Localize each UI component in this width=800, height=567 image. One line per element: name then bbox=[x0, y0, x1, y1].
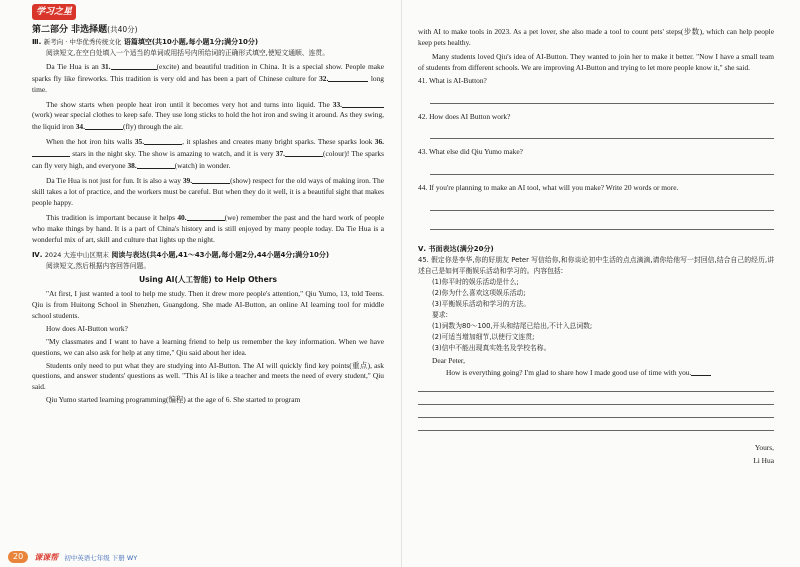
passage-paragraph-3 bbox=[32, 136, 384, 172]
passage-paragraph-4 bbox=[32, 175, 384, 209]
blank-number-32: 32. bbox=[319, 73, 329, 83]
blank-36[interactable] bbox=[32, 148, 70, 157]
section4-instructions: 阅读短文,然后根据内容回答问题。 bbox=[46, 262, 151, 271]
section3-roman: Ⅲ. bbox=[32, 38, 42, 46]
writing-line-1[interactable] bbox=[418, 379, 774, 392]
question-41: 41. What is AI-Button? bbox=[418, 75, 487, 85]
prompt-item-1: (1)你平时的娱乐活动是什么; bbox=[432, 278, 519, 287]
blank-number-31: 31. bbox=[101, 61, 111, 71]
part-score: (共40分) bbox=[107, 25, 138, 34]
blank-37[interactable] bbox=[285, 148, 323, 157]
writing-line-3[interactable] bbox=[418, 405, 774, 418]
letter-greeting: Dear Peter, bbox=[432, 356, 465, 366]
answer-line-41[interactable] bbox=[430, 91, 774, 104]
answer-line-44a[interactable] bbox=[430, 198, 774, 211]
text: Da Tie Hua is an bbox=[46, 61, 102, 71]
answer-line-43[interactable] bbox=[430, 162, 774, 175]
section5-title: 书面表达(满分20分) bbox=[428, 245, 494, 254]
footer-brand: 课课帮 bbox=[34, 552, 59, 562]
text: (colour)! The sparks can fly very high, and everyone bbox=[32, 149, 384, 171]
question-43: 43. What else did Qiu Yumo make? bbox=[418, 147, 523, 157]
article-paragraph-4: Students only need to put what they are studying into AI-Button. The AI will quickly find key points(重点), ask questions, and answer students' questions as well. "This AI is like a teacher and meets the need of every student," Qiu said. bbox=[32, 360, 384, 392]
article-paragraph-1: "At first, I just wanted a tool to help me study. Then it drew more people's attention," Qiu Yumo, 13, told Teens. Qiu is from Huitong School in Shenzhen, Guangdong. She made AI-Button, an online AI learning tool for middle school students. bbox=[32, 289, 384, 320]
requirement-1: (1)词数为80～100,开头和结尾已给出,不计入总词数; bbox=[432, 322, 593, 331]
article-title: Using AI(人工智能) to Help Others bbox=[138, 275, 278, 285]
page-number: 20 bbox=[8, 551, 28, 563]
article-paragraph-2: How does AI-Button work? bbox=[46, 323, 128, 333]
brand-logo: 学习之星 bbox=[32, 4, 76, 20]
answer-line-42[interactable] bbox=[430, 126, 774, 139]
part-title: 第二部分 非选择题 bbox=[32, 25, 108, 35]
article-paragraph-6: Many students loved Qiu's idea of AI-Button. They wanted to join her to make it better. "Now I have a small team of students from different schools. We are improving AI-Button and trying to let more people know it," she said. bbox=[418, 51, 774, 72]
blank-34[interactable] bbox=[85, 121, 123, 130]
text: long time. bbox=[32, 73, 384, 94]
text: (fly) through the air. bbox=[122, 122, 183, 132]
letter-signature: Li Hua bbox=[753, 455, 774, 465]
section4-title: 阅读与表达(共4小题,41～43小题,每小题2分,44小题4分;满分10分) bbox=[111, 251, 330, 260]
prompt-item-3: (3)平衡娱乐活动和学习的方法。 bbox=[432, 300, 530, 309]
passage-paragraph-5 bbox=[32, 212, 384, 246]
section5-heading bbox=[418, 244, 774, 255]
section4-roman: Ⅳ. bbox=[32, 251, 43, 260]
blank-32[interactable] bbox=[328, 73, 368, 82]
text: (excite) and beautiful tradition in China. It is a special show. People make sparks fly like fireworks. This tradition is very old and has been a part of Chinese culture for bbox=[32, 61, 384, 83]
letter-opening-blank[interactable] bbox=[691, 367, 711, 376]
blank-33[interactable] bbox=[342, 99, 384, 108]
section3-heading bbox=[32, 37, 384, 48]
footer-book-title: 初中英语七年级 下册 WY bbox=[64, 553, 138, 562]
writing-line-4[interactable] bbox=[418, 418, 774, 431]
section3-title: 语篇填空(共10小题,每小题1分;满分10分) bbox=[123, 38, 259, 46]
question-44: 44. If you're planning to make an AI tool, what will you make? Write 20 words or more. bbox=[418, 183, 679, 193]
text: The show starts when people heat iron until it becomes very hot and turns into liquid. The bbox=[46, 99, 333, 109]
blank-35[interactable] bbox=[144, 136, 182, 145]
letter-opening bbox=[418, 367, 774, 379]
requirements-label: 要求: bbox=[432, 311, 448, 320]
blank-number-34: 34. bbox=[75, 122, 85, 132]
text: stars in the night sky. The show is amazing to watch, and it is very bbox=[70, 149, 276, 159]
blank-39[interactable] bbox=[192, 175, 230, 184]
text: This tradition is important because it helps bbox=[46, 212, 178, 222]
section4-heading bbox=[32, 250, 384, 261]
question-42: 42. How does AI Button work? bbox=[418, 111, 511, 121]
section5-roman: Ⅴ. bbox=[418, 245, 427, 254]
blank-number-38: 38. bbox=[127, 161, 137, 171]
letter-opening-text: How is everything going? I'm glad to share how I made good use of time with you. bbox=[446, 368, 692, 378]
letter-closing: Yours, bbox=[754, 442, 774, 452]
requirement-2: (2)可适当增加细节,以使行文连贯; bbox=[432, 333, 535, 342]
text: (work) wear special clothes to keep safe. They use long sticks to hold the hot iron and swing it around. As they swing, the liquid iron bbox=[32, 110, 384, 132]
text: When the hot iron hits walls bbox=[46, 137, 135, 147]
blank-number-37: 37. bbox=[275, 149, 286, 159]
page-footer bbox=[8, 551, 137, 563]
writing-prompt: 45. 假定你是李华,你的好朋友 Peter 写信给你,和你谈论初中生活的点点滴滴,请你给他写一封回信,结合自己的经历,讲述自己是如何平衡娱乐活动和学习的。内容包括: bbox=[418, 256, 774, 276]
page-divider bbox=[401, 0, 402, 567]
text: , it splashes and creates many bright sparks. These sparks look bbox=[182, 137, 375, 147]
requirement-3: (3)信中不能出现真实姓名及学校名称。 bbox=[432, 344, 551, 353]
passage-paragraph-2 bbox=[32, 99, 384, 134]
text: (watch) in wonder. bbox=[174, 161, 231, 171]
prompt-item-2: (2)你为什么喜欢这项娱乐活动; bbox=[432, 289, 526, 298]
text: (we) remember the past and the hard work of people who make things by hand. It is a part of China's history and is still enjoyed by many people today. Da Tie Hua is a wonderful mix of art, skill and culture that lights up the night. bbox=[32, 212, 385, 244]
blank-number-36: 36. bbox=[374, 137, 385, 147]
blank-40[interactable] bbox=[187, 212, 225, 221]
text: (show) respect for the old ways of making iron. The skill takes a lot of practice, and the workers must be careful. But when they do it well, it is a beautiful sight that makes people happy. bbox=[32, 175, 385, 207]
section4-tag: 2024 大连中山区期末 bbox=[44, 251, 109, 260]
passage-paragraph-1 bbox=[32, 61, 384, 96]
blank-number-33: 33. bbox=[332, 99, 342, 109]
article-paragraph-3: "My classmates and I want to have a learning friend to help us remember the key information. When we have questions, we can also ask for help at any time," Qiu said about her idea. bbox=[32, 336, 384, 357]
right-page bbox=[418, 27, 774, 567]
text: Da Tie Hua is not just for fun. It is also a way bbox=[46, 175, 183, 185]
left-page bbox=[32, 37, 384, 567]
blank-31[interactable] bbox=[111, 61, 157, 70]
answer-line-44b[interactable] bbox=[430, 217, 774, 230]
section3-tag: 新考向 · 中华优秀传统文化 bbox=[43, 38, 122, 46]
blank-number-35: 35. bbox=[134, 137, 145, 147]
writing-line-2[interactable] bbox=[418, 392, 774, 405]
blank-number-39: 39. bbox=[182, 175, 193, 185]
article-paragraph-5-continued: with AI to make tools in 2023. As a pet lover, she also made a tool to count pets' steps(步数), which can help people keep pets healthy. bbox=[418, 27, 774, 47]
blank-number-40: 40. bbox=[177, 212, 187, 222]
part-heading bbox=[32, 22, 138, 35]
blank-38[interactable] bbox=[137, 160, 175, 169]
article-paragraph-5: Qiu Yumo started learning programming(编程) at the age of 6. She started to program bbox=[46, 395, 301, 405]
section3-instructions: 阅读短文,在空白处填入一个适当的单词或用括号内所给词的正确形式填空,使短文通顺、连贯。 bbox=[46, 48, 329, 57]
